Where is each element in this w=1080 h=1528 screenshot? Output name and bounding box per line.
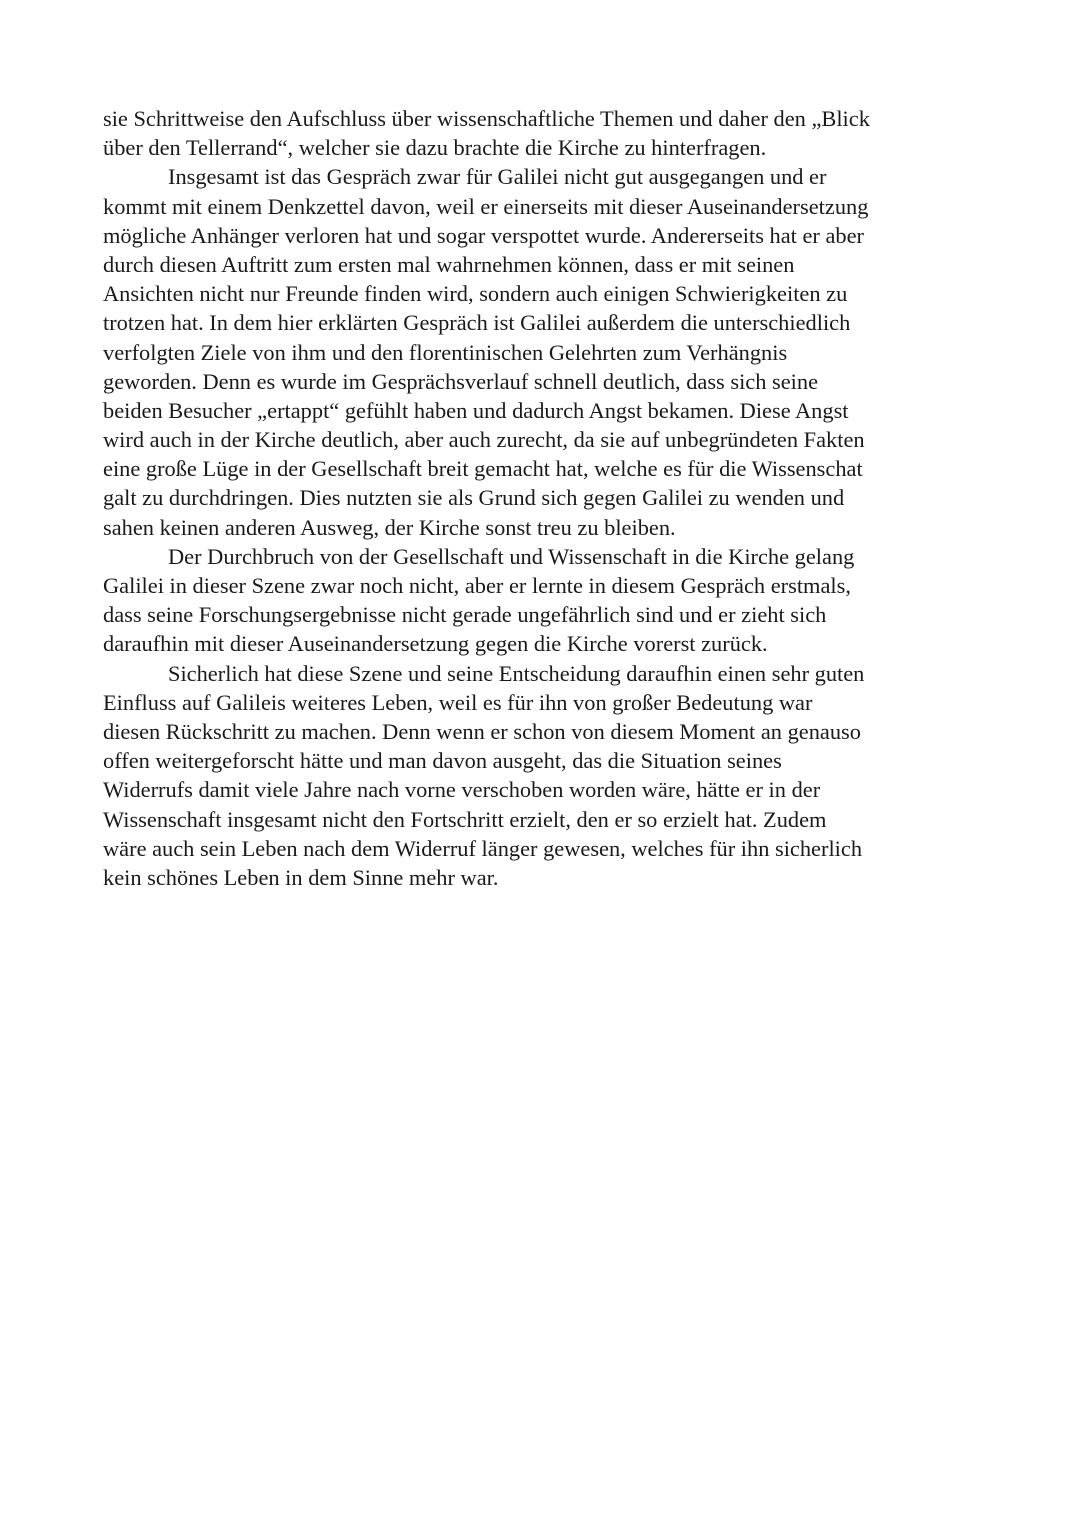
text-line: verfolgten Ziele von ihm und den florentinischen Gelehrten zum Verhängnis: [103, 339, 788, 365]
text-line: Sicherlich hat diese Szene und seine Entscheidung daraufhin einen sehr guten: [168, 660, 865, 686]
text-line: Einfluss auf Galileis weiteres Leben, weil es für ihn von großer Bedeutung war: [103, 689, 813, 715]
text-line: geworden. Denn es wurde im Gesprächsverlauf schnell deutlich, dass sich seine: [103, 368, 819, 394]
text-line: durch diesen Auftritt zum ersten mal wahrnehmen können, dass er mit seinen: [103, 251, 795, 277]
text-line: sie Schrittweise den Aufschluss über wissenschaftliche Themen und daher den „Blick: [103, 106, 870, 131]
text-line: kommt mit einem Denkzettel davon, weil er einerseits mit dieser Auseinandersetzung: [103, 193, 869, 219]
text-line: mögliche Anhänger verloren hat und sogar verspottet wurde. Andererseits hat er aber: [103, 222, 865, 248]
text-line: Ansichten nicht nur Freunde finden wird, sondern auch einigen Schwierigkeiten zu: [103, 281, 848, 307]
text-line: daraufhin mit dieser Auseinandersetzung gegen die Kirche vorerst zurück.: [103, 631, 768, 657]
text-line: über den Tellerrand“, welcher sie dazu brachte die Kirche zu hinterfragen.: [103, 135, 767, 161]
text-line: Insgesamt ist das Gespräch zwar für Galilei nicht gut ausgegangen und er: [168, 164, 827, 190]
text-line: sahen keinen anderen Ausweg, der Kirche sonst treu zu bleiben.: [103, 514, 676, 540]
text-line: offen weitergeforscht hätte und man davon ausgeht, das die Situation seines: [103, 748, 782, 774]
text-line: Wissenschaft insgesamt nicht den Fortschritt erzielt, den er so erzielt hat. Zudem: [103, 806, 827, 832]
text-line: kein schönes Leben in dem Sinne mehr war.: [103, 864, 499, 890]
text-line: wird auch in der Kirche deutlich, aber auch zurecht, da sie auf unbegründeten Fakten: [103, 427, 865, 453]
text-line: dass seine Forschungsergebnisse nicht gerade ungefährlich sind und er zieht sich: [103, 602, 827, 628]
text-line: galt zu durchdringen. Dies nutzten sie als Grund sich gegen Galilei zu wenden und: [103, 485, 845, 511]
text-line: wäre auch sein Leben nach dem Widerruf länger gewesen, welches für ihn sicherlich: [103, 835, 863, 861]
text-line: beiden Besucher „ertappt“ gefühlt haben und dadurch Angst bekamen. Diese Angst: [103, 397, 849, 423]
text-line: diesen Rückschritt zu machen. Denn wenn er schon von diesem Moment an genauso: [103, 718, 861, 744]
text-line: Widerrufs damit viele Jahre nach vorne verschoben worden wäre, hätte er in der: [103, 777, 821, 803]
text-line: trotzen hat. In dem hier erklärten Gespräch ist Galilei außerdem die unterschiedlich: [103, 310, 851, 336]
text-line: Der Durchbruch von der Gesellschaft und Wissenschaft in die Kirche gelang: [168, 543, 855, 569]
text-line: eine große Lüge in der Gesellschaft breit gemacht hat, welche es für die Wissenschat: [103, 456, 863, 482]
text-line: Galilei in dieser Szene zwar noch nicht, aber er lernte in diesem Gespräch erstmals,: [103, 573, 851, 598]
document-page: [103, 104, 983, 892]
